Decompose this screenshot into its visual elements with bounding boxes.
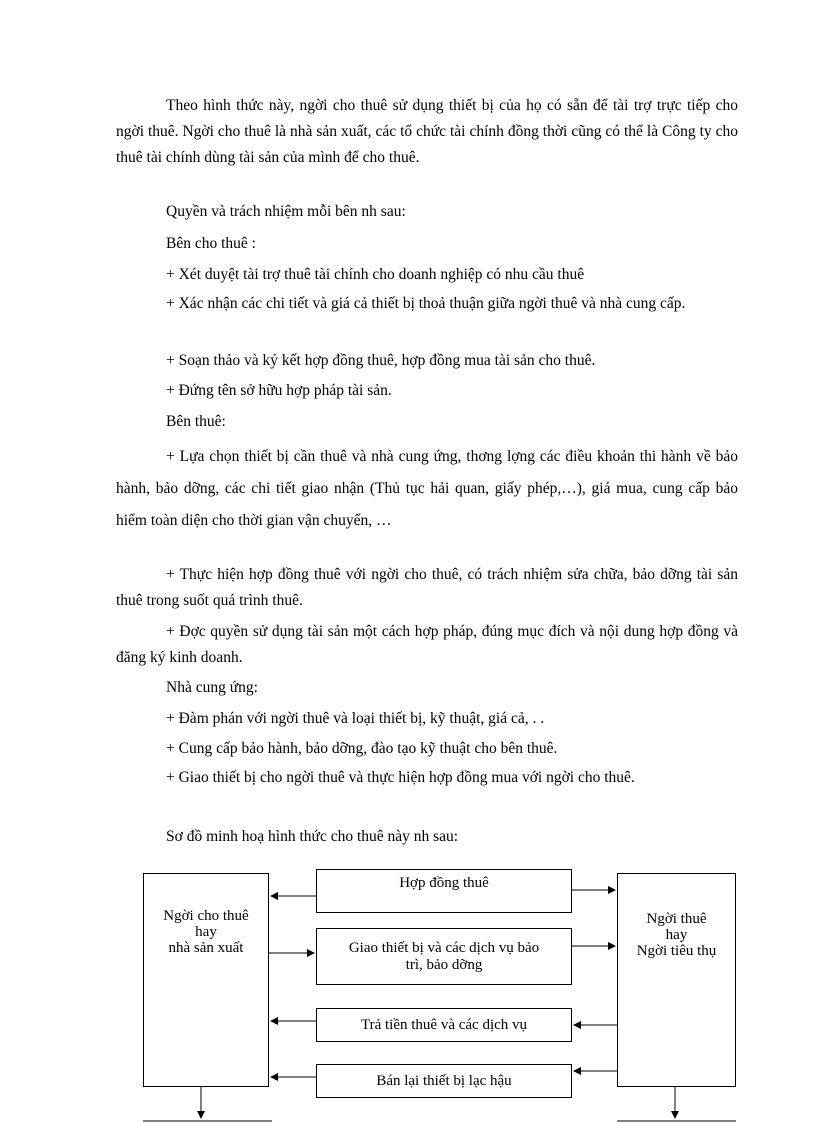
supplier-item-1: + Đàm phán với ngời thuê và loại thiết bị, kỹ thuật, giá cả, . . [166,710,545,727]
flow-delivery-line-1: Giao thiết bị và các dịch vụ bảo [348,939,540,956]
heading-lessor: Bên cho thuê : [166,235,256,252]
lessor-line-1: Ngời cho thuê [163,908,249,924]
lessor-item-3: + Soạn thảo và ký kết hợp đồng thuê, hợp đồng mua tài sản cho thuê. [166,352,596,369]
lessor-item-4: + Đứng tên sở hữu hợp pháp tài sản. [166,382,392,399]
flow-resale-label: Bán lại thiết bị lạc hậu [376,1072,512,1089]
lessor-line-3: nhà sản xuất [168,940,244,956]
lessee-line-1: Ngời thuê [646,911,707,927]
lessee-line-3: Ngời tiêu thụ [636,943,717,959]
diagram-caption: Sơ đồ minh hoạ hình thức cho thuê này nh sau: [166,828,459,845]
heading-supplier: Nhà cung ứng: [166,679,258,696]
flow-payment-label: Trả tiền thuê và các dịch vụ [360,1016,528,1033]
lessor-item-2: + Xác nhận các chi tiết và giá cả thiết bị thoả thuận giữa ngời thuê và nhà cung cấp. [166,295,686,312]
lessee-item-3: + Đợc quyền sử dụng tài sản một cách hợp pháp, đúng mục đích và nội dung hợp đồng và đăng ký kinh doanh. [116,623,738,666]
heading-lessee: Bên thuê: [166,413,226,430]
paragraph-rights: Quyền và trách nhiệm mỗi bên nh sau: [166,203,406,220]
lessee-item-1: + Lựa chọn thiết bị cần thuê và nhà cung ứng, thơng lợng các điều khoản thi hành về bảo hành, bảo dỡng, các chi tiết giao nhận (Thủ tục hải quan, giấy phép,…), giá mua, cung cấp bảo hiểm toàn diện cho thời gian vận chuyển, … [116,448,738,529]
flow-delivery-line-2: trì, bảo dỡng [405,956,483,973]
paragraph-intro: Theo hình thức này, ngời cho thuê sử dụng thiết bị của họ có sẵn để tài trợ trực tiếp cho ngời thuê. Ngời cho thuê là nhà sản xuất, các tổ chức tài chính đồng thời cũng có thể là Công ty cho thuê tài chính dùng tài sản của mình để cho thuê. [116,97,738,166]
lessee-item-2: + Thực hiện hợp đồng thuê với ngời cho thuê, có trách nhiệm sửa chữa, bảo dỡng tài sản thuê trong suốt quá trình thuê. [116,566,738,609]
lessor-line-2: hay [195,924,217,940]
lessee-line-2: hay [665,927,688,943]
supplier-item-3: + Giao thiết bị cho ngời thuê và thực hiện hợp đồng mua với ngời cho thuê. [166,769,635,786]
lessor-item-1: + Xét duyệt tài trợ thuê tài chính cho doanh nghiệp có nhu cầu thuê [166,266,585,283]
supplier-item-2: + Cung cấp bảo hành, bảo dỡng, đào tạo kỹ thuật cho bên thuê. [166,740,558,757]
flow-contract-label: Hợp đồng thuê [399,875,489,891]
